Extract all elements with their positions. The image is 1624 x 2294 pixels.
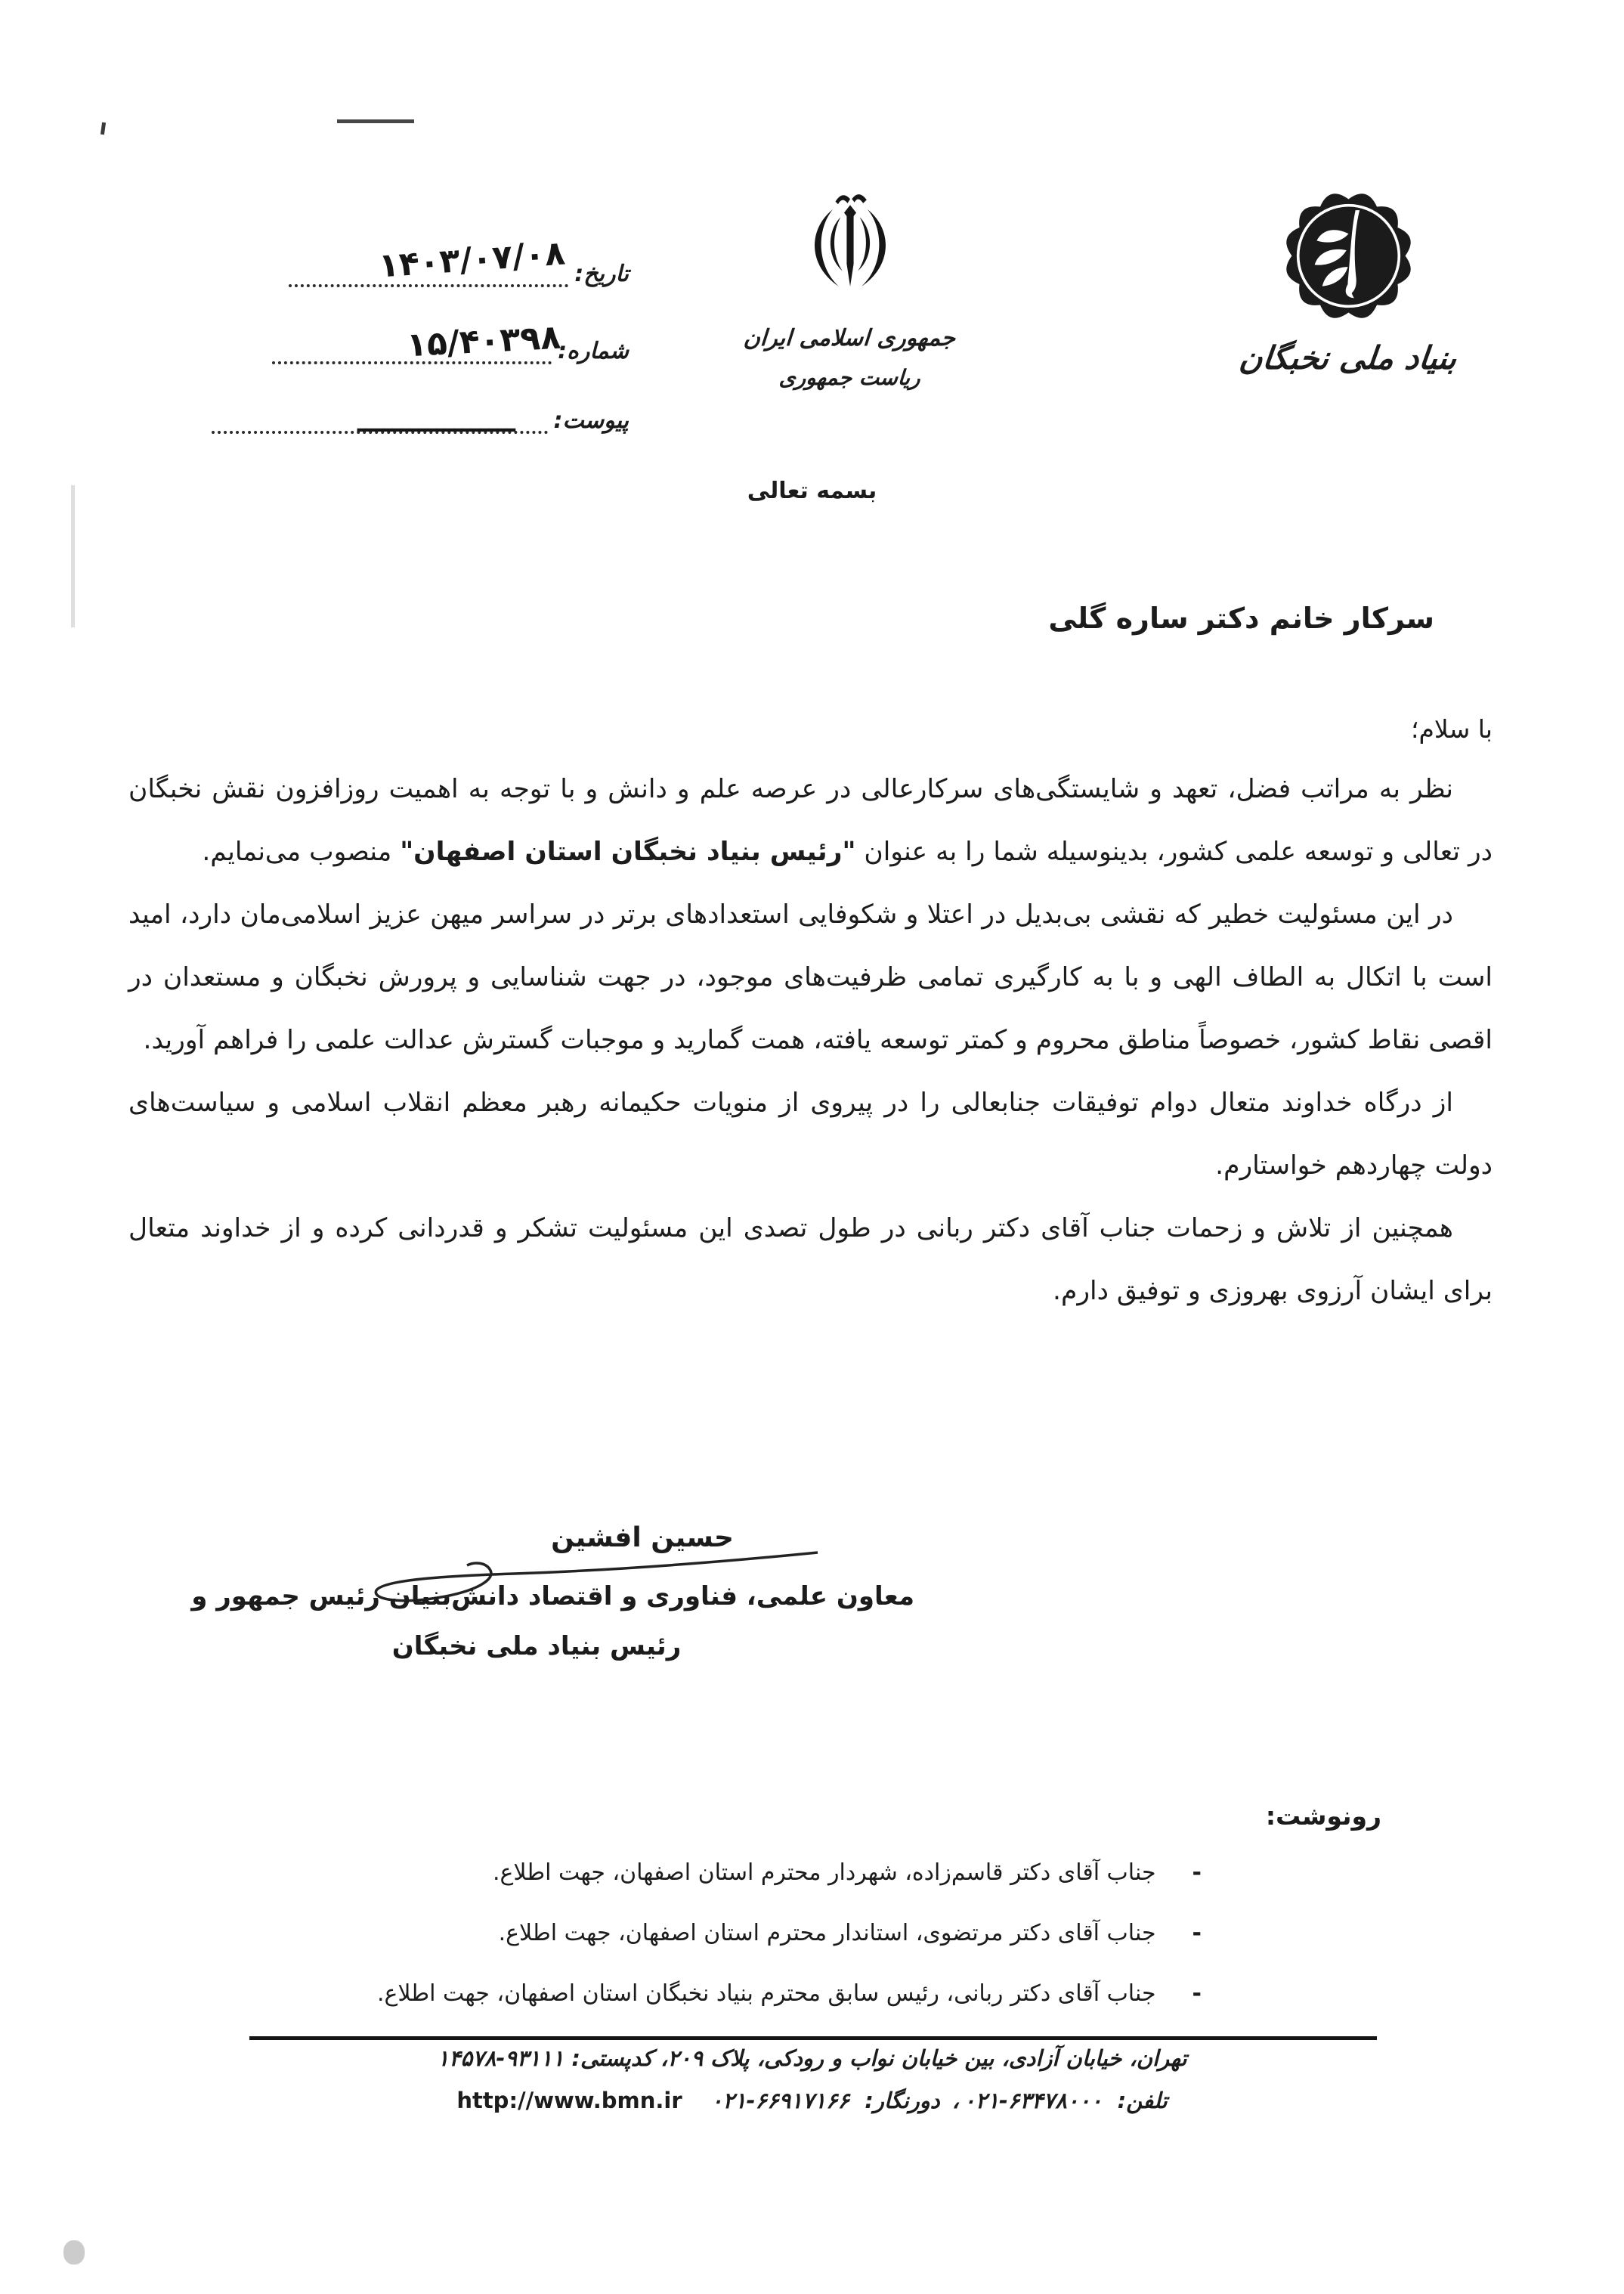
attachment-label: پیوست: <box>553 407 629 434</box>
cc-bullet: - <box>1192 1980 1202 2007</box>
footer-address: تهران، خیابان آزادی، بین خیابان نواب و رودکی، پلاک ۲۰۹، کدپستی: <box>571 2045 1187 2071</box>
paragraph-appointment <box>128 758 1493 884</box>
date-field <box>289 234 629 287</box>
number-field <box>272 317 629 365</box>
scan-artifact-tick <box>101 122 106 135</box>
attachment-field <box>212 404 629 438</box>
paragraph-thanks-predecessor: همچنین از تلاش و زحمات جناب آقای دکتر ربانی در طول تصدی این مسئولیت تشکر و قدردانی کرده و از خداوند متعال برای ایشان آرزوی بهروزی و توفیق دارم. <box>128 1213 1493 1306</box>
cc-item-governor <box>499 1920 1202 1946</box>
besmellah: بسمه تعالی <box>747 478 877 504</box>
scan-artifact-streak <box>71 485 75 627</box>
footer-separator: ، <box>951 2088 960 2113</box>
phone-number: ۰۲۱-۶۳۴۷۸۰۰۰ <box>964 2088 1103 2113</box>
attachment-value-handwritten: ــــــــــــــــــ <box>357 408 515 438</box>
elites-foundation-seal-icon <box>1271 178 1426 333</box>
presidency-letterhead-block <box>719 186 980 390</box>
paragraph-wishes: از درگاه خداوند متعال دوام توفیقات جنابعالی را در پیروی از منویات حکیمانه رهبر معظم انقلاب اسلامی و سیاست‌های دولت چهاردهم خواستارم. <box>128 1088 1493 1181</box>
cc-bullet: - <box>1192 1920 1202 1946</box>
cc-item-text: جناب آقای دکتر قاسم‌زاده، شهردار محترم استان اصفهان، جهت اطلاع. <box>492 1859 1156 1886</box>
footer-divider <box>249 2036 1377 2040</box>
number-value-handwritten: ۱۵/۴۰۳۹۸ <box>405 317 562 365</box>
signer-name: حسین افشین <box>551 1522 734 1553</box>
cc-item-text: جناب آقای دکتر ربانی، رئیس سابق محترم بنیاد نخبگان استان اصفهان، جهت اطلاع. <box>376 1980 1156 2007</box>
emblem-caption-presidency: ریاست جمهوری <box>778 365 922 390</box>
website-url: http://www.bmn.ir <box>456 2088 682 2113</box>
recipient-name: سرکار خانم دکتر ساره گلی <box>1048 602 1434 635</box>
fax-number: ۰۲۱-۶۶۹۱۷۱۶۶ <box>710 2088 850 2113</box>
paragraph-appointment-post: منصوب می‌نمایم. <box>202 837 401 867</box>
number-label: شماره: <box>558 338 629 364</box>
salutation: با سلام؛ <box>1411 714 1493 744</box>
cc-item-mayor <box>493 1859 1202 1886</box>
paragraph-appointment-pre: نظر به مراتب فضل، تعهد و شایستگی‌های سرکارعالی در عرصه علم و دانش و با توجه به اهمیت روزافزون نقش نخبگان در تعالی و توسعه علمی کشور، بدینوسیله شما را به عنوان <box>128 774 1493 867</box>
date-label: تاریخ: <box>574 261 629 287</box>
emblem-caption-country: جمهوری اسلامی ایران <box>743 325 957 351</box>
fax-label: دورنگار: <box>865 2088 940 2113</box>
scan-artifact-dash <box>337 119 414 123</box>
cc-item-former-head <box>377 1980 1202 2007</box>
footer-postal-code: ۱۴۵۷۸-۹۳۱۱۱ <box>437 2045 565 2071</box>
scan-artifact-blob <box>63 2240 85 2265</box>
cc-bullet: - <box>1192 1859 1202 1886</box>
foundation-name-calligraphy: بنیاد ملی نخبگان <box>1237 339 1459 376</box>
paragraph-mission: در این مسئولیت خطیر که نقشی بی‌بدیل در اعتلا و شکوفایی استعدادهای برتر در سراسر میهن عزیز اسلامی‌مان دارد، امید است با اتکال به الطاف الهی و با به کارگیری تمامی ظرفیت‌های موجود، در جهت شناسایی و پرورش نخبگان و مستعدان در اقصی نقاط کشور، خصوصاً مناطق محروم و کمتر توسعه یافته، همت گمارید و موجبات گسترش عدالت علمی را فراهم آورید. <box>128 899 1493 1055</box>
elites-foundation-letterhead-block <box>1205 178 1492 376</box>
signer-title-line1: معاون علمی، فناوری و اقتصاد دانش‌بنیان رئیس جمهور و <box>191 1581 914 1611</box>
iran-emblem-icon <box>782 186 918 316</box>
cc-label: رونوشت: <box>1265 1801 1381 1831</box>
phone-label: تلفن: <box>1117 2088 1168 2113</box>
cc-item-text: جناب آقای دکتر مرتضوی، استاندار محترم استان اصفهان، جهت اطلاع. <box>498 1920 1156 1946</box>
signer-title-line2: رئیس بنیاد ملی نخبگان <box>391 1631 682 1661</box>
date-value-handwritten: ۱۴۰۳/۰۷/۰۸ <box>377 234 567 286</box>
footer-address-line <box>0 2045 1624 2071</box>
footer-contacts-line <box>0 2088 1624 2113</box>
letter-body <box>128 758 1493 1323</box>
appointment-title-bold: "رئیس بنیاد نخبگان استان اصفهان" <box>400 837 856 867</box>
